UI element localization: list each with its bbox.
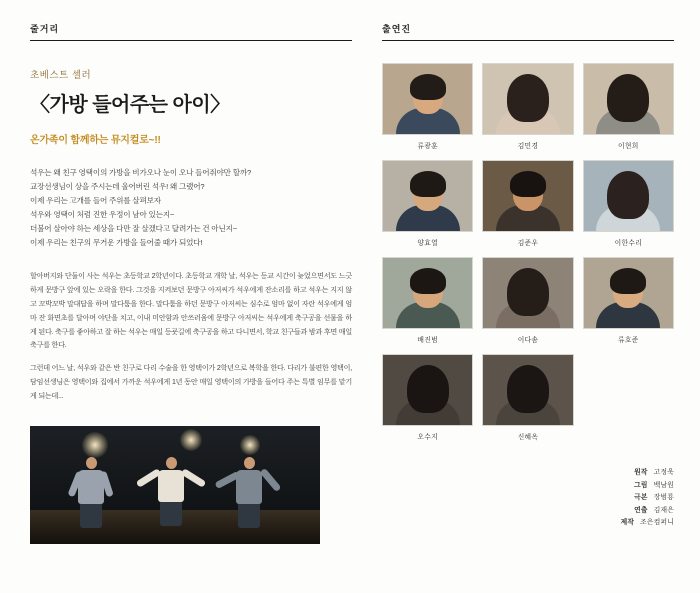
cast-member xyxy=(382,63,473,150)
lede-line: 석우는 왜 친구 영택이의 가방을 비가오나 눈이 오나 들어줘야만 할까? xyxy=(30,168,252,177)
cast-member xyxy=(583,257,674,344)
cast-portrait xyxy=(382,160,473,232)
cast-member-name: 김준우 xyxy=(517,240,539,247)
cast-portrait xyxy=(482,257,573,329)
actor-figure xyxy=(158,457,184,526)
actor-figure xyxy=(78,457,104,528)
cast-portrait xyxy=(583,257,674,329)
cast-member-name: 이한수리 xyxy=(614,240,643,247)
synopsis-paragraph: 그런데 어느 날, 석우와 같은 반 친구로 다리 수술을 한 영택이가 2학년으로 복학을 한다. 다리가 불편한 영택이, 담임선생님은 영택이와 집에서 가까운 석우에게 1년 동안 매일 영택이의 가방을 들어다 주는 특별 임무를 맡기게 되는데... xyxy=(30,364,352,400)
stage-light xyxy=(82,432,108,458)
cast-portrait xyxy=(583,63,674,135)
lede-block xyxy=(30,166,352,250)
cast-portrait xyxy=(382,257,473,329)
cast-member xyxy=(583,63,674,150)
cast-member-name: 오수지 xyxy=(417,434,438,441)
cast-portrait xyxy=(382,354,473,426)
cast-member xyxy=(583,160,674,247)
cast-member-name: 류호준 xyxy=(618,337,639,344)
credit-role: 연출 xyxy=(634,506,648,514)
cast-column xyxy=(370,0,700,593)
credit-name: 장범룡 xyxy=(653,494,674,502)
lede-line: 이제 우리는 친구의 무거운 가방을 들어줄 때가 되었다! xyxy=(30,238,203,248)
credit-role: 원작 xyxy=(634,469,648,476)
cast-member xyxy=(482,63,573,150)
cast-member-name: 배진범 xyxy=(417,337,438,344)
page-title: 〈가방 들어주는 아이〉 xyxy=(30,94,230,116)
credit-name: 김재은 xyxy=(653,506,674,514)
cast-member xyxy=(482,160,573,247)
subtitle-text: 온가족이 함께하는 뮤지컬로~!! xyxy=(30,135,161,146)
credit-role: 그림 xyxy=(634,481,648,489)
lede-line: 더불어 살아야 하는 세상을 다만 잘 살겠다고 달려가는 건 아닌지~ xyxy=(30,224,237,234)
credits-block xyxy=(382,467,674,530)
credit-row xyxy=(382,492,674,505)
stage-performance-photo xyxy=(30,426,320,544)
kicker-text: 초베스트 셀러 xyxy=(30,70,92,81)
credit-name: 고정욱 xyxy=(653,469,674,476)
synopsis-body xyxy=(30,270,352,403)
stage-light xyxy=(240,435,260,455)
cast-member-name: 류광훈 xyxy=(417,143,438,150)
cast-portrait xyxy=(482,160,573,232)
section-heading-synopsis: 줄거리 xyxy=(30,22,352,41)
cast-member xyxy=(382,160,473,247)
cast-portrait xyxy=(583,160,674,232)
lede-line: 석우와 영택이 처럼 진한 우정이 남아 있는지~ xyxy=(30,210,175,220)
cast-member xyxy=(382,257,473,344)
credit-role: 제작 xyxy=(620,519,635,527)
credit-role: 극본 xyxy=(634,494,648,502)
cast-member xyxy=(482,354,573,441)
cast-portrait xyxy=(482,63,573,135)
lede-line: 이제 우리는 고개를 들어 주위를 살펴보자 xyxy=(30,196,161,206)
credit-name: 백남원 xyxy=(653,481,674,489)
cast-member xyxy=(482,257,573,344)
credit-row xyxy=(382,480,674,493)
credit-row xyxy=(382,505,674,518)
synopsis-paragraph: 할아버지와 단둘이 사는 석우는 초등학교 2학년이다. 초등학교 개학 날, 석우는 등교 시간이 늦었으면서도 느긋하게 문방구 앞에 있는 오락을 한다. 그것을 지켜보던 문방구 아저씨가 석우에게 잔소리를 하고 석우는 지지 않고 꼬박꼬박 말대답을 하며 말다툼을 한다. 말다툼을 하던 문방구 아저씨는 심수로 엄마 없이 자란 석우에게 엄마 잔 화면초를 달아며 야단을 치고, 이내 미안함과 안쓰러움에 문방구 아저씨는 석우에게 축구공을 선물을 하게 된다. 축구를 좋아하고 잘 하는 석우는 매일 등굣길에 축구공을 하고 다니면서, 학교 친구들과 밤과 후면 매일 축구를 한다. xyxy=(30,272,352,350)
cast-portrait xyxy=(382,63,473,135)
cast-member-name: 김민경 xyxy=(517,143,539,150)
cast-portrait xyxy=(482,354,573,426)
actor-figure xyxy=(236,457,262,528)
cast-member-name: 이다솜 xyxy=(517,337,539,344)
cast-member-name: 이현희 xyxy=(618,143,639,150)
cast-grid xyxy=(382,63,674,441)
cast-member xyxy=(382,354,473,441)
section-heading-cast: 출연진 xyxy=(382,22,674,41)
stage-light xyxy=(180,429,202,451)
credit-row xyxy=(382,517,674,530)
credit-name: 조은컴퍼니 xyxy=(640,519,674,527)
credit-row xyxy=(382,467,674,480)
cast-member-name: 양효열 xyxy=(417,240,438,247)
lede-line: 교장선생님이 상을 주시는데 울어버린 석우! 왜 그랬어? xyxy=(30,182,205,192)
cast-member-name: 신혜옥 xyxy=(517,434,539,441)
